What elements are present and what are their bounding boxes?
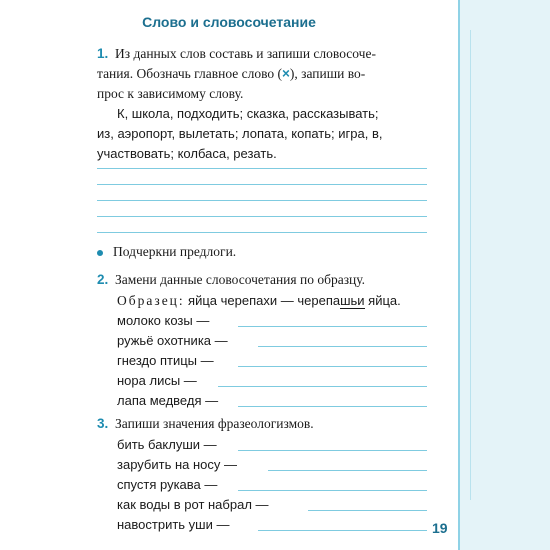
task2-sample [117, 291, 401, 311]
task1-text2b: ), запиши во- [289, 66, 366, 81]
task3-number: 3. [97, 416, 109, 431]
answer-line[interactable] [238, 450, 427, 451]
answer-line[interactable] [308, 510, 427, 511]
task3-item: навострить уши — [117, 517, 230, 532]
task2-instruction: Замени данные словосочетания по образцу. [115, 272, 366, 287]
task2-item: лапа медведя — [117, 393, 219, 408]
task2-item: ружьё охотника — [117, 333, 228, 348]
page-number: 19 [432, 520, 448, 536]
main-word-mark: × [282, 66, 290, 81]
bullet-task [97, 242, 236, 262]
side-decoration-line [470, 30, 531, 500]
side-decoration [458, 0, 550, 550]
answer-line[interactable] [97, 168, 427, 169]
task3-heading [97, 414, 314, 434]
answer-line[interactable] [238, 366, 427, 367]
task2-number: 2. [97, 272, 109, 287]
task3-instruction: Запиши значения фразеологизмов. [115, 416, 314, 431]
answer-line[interactable] [238, 406, 427, 407]
task1-number: 1. [97, 46, 109, 61]
task3-item: зарубить на носу — [117, 457, 238, 472]
answer-line[interactable] [258, 530, 427, 531]
answer-line[interactable] [238, 326, 427, 327]
task1-line2 [97, 64, 365, 84]
task1-words1: К, школа, подходить; сказка, рассказывать; [117, 106, 379, 121]
sample-label: Образец: [117, 293, 185, 308]
sample-text-c: яйца. [364, 293, 401, 308]
page-title: Слово и словосочетание [142, 14, 316, 30]
task3-item: как воды в рот набрал — [117, 497, 269, 512]
task3-item: бить баклуши — [117, 437, 217, 452]
task1-line1 [97, 44, 376, 64]
task2-item: нора лисы — [117, 373, 197, 388]
answer-line[interactable] [218, 386, 427, 387]
sample-text-a: яйца черепахи — черепа [188, 293, 341, 308]
task2-item: молоко козы — [117, 313, 210, 328]
bullet-dot-icon [97, 250, 103, 256]
task2-item: гнездо птицы — [117, 353, 214, 368]
answer-line[interactable] [238, 490, 427, 491]
task1-text1: Из данных слов составь и запиши словосоче- [115, 46, 376, 61]
task3-item: спустя рукава — [117, 477, 218, 492]
sample-suffix: шьи [340, 293, 365, 308]
answer-line[interactable] [97, 200, 427, 201]
answer-line[interactable] [97, 184, 427, 185]
answer-line[interactable] [268, 470, 427, 471]
task1-text2a: тания. Обозначь главное слово ( [97, 66, 283, 81]
answer-line[interactable] [97, 232, 427, 233]
answer-line[interactable] [258, 346, 427, 347]
bullet-task-text: Подчеркни предлоги. [113, 244, 237, 259]
task1-text3: прос к зависимому слову. [97, 86, 244, 101]
task1-words3: участвовать; колбаса, резать. [97, 146, 277, 161]
answer-line[interactable] [97, 216, 427, 217]
task2-heading [97, 270, 365, 290]
task1-words2: из, аэропорт, вылетать; лопата, копать; игра, в, [97, 126, 383, 141]
